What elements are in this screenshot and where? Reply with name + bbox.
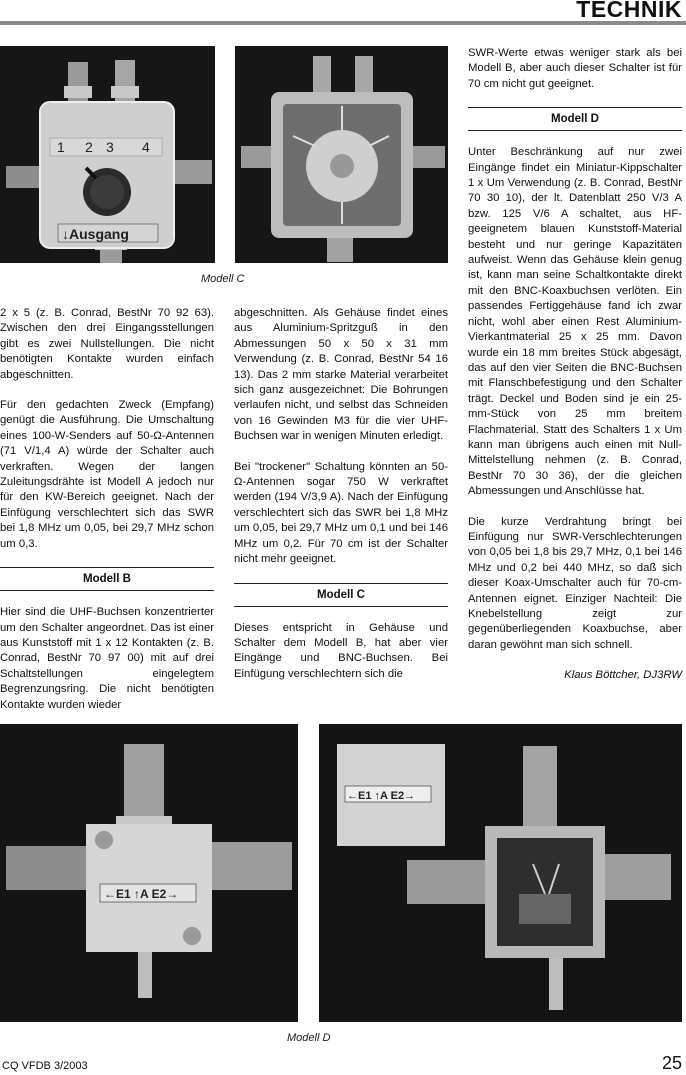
heading-modell-b: Modell B <box>0 567 214 591</box>
col1-paragraph-3: Hier sind die UHF-Buchsen konzentrierter um den Schalter angeordnet. Das ist einer aus Kunststoff mit 1 x 12 Kontakten (z. B. Conrad, BestNr 70 97 00) mit auf drei Schaltstellungen eingelegtem Begrenzungsring. Die nicht benötigten Kontakte wurden wieder <box>0 606 214 711</box>
col1-paragraph-2: Für den gedachten Zweck (Empfang) genügt die Ausführung. Die Umschaltung eines 100-W-Senders auf 50-Ω-Antennen (71 V/1,4 A) würde der Schalter auch verkraften. Wegen der langen Zuleitungsdrähte ist Modell A jedoch nur für den KW-Bereich geeignet. Nach der Einfügung verschlechtert sich das SWR bei 1,8 MHz um 0,05, bei 29,7 MHz schon um 0,3. <box>0 399 214 550</box>
photo-c-output-label: ↓Ausgang <box>62 226 129 242</box>
page-number: 25 <box>661 1053 682 1073</box>
photo-modell-d-open <box>319 724 682 1022</box>
photo-c-position-4: 4 <box>142 139 150 155</box>
photo-c-position-2: 2 <box>85 139 93 155</box>
heading-modell-d: Modell D <box>468 107 682 131</box>
heading-modell-c: Modell C <box>234 583 448 607</box>
photo-modell-c-closed <box>0 46 215 263</box>
text-column-3 <box>468 46 682 684</box>
col2-paragraph-3: Dieses entspricht in Gehäuse und Schalter dem Modell B, hat aber vier Eingänge und BNC-Buchsen. Bei Einfügung verschlechtern sich die <box>234 621 448 680</box>
caption-modell-c: Modell C <box>201 273 245 285</box>
text-column-2 <box>234 306 448 682</box>
section-title: TECHNIK <box>576 0 682 22</box>
col3-paragraph-1: SWR-Werte etwas weniger stark als bei Modell B, aber auch dieser Schalter ist für 70 cm nicht gut geeignet. <box>468 47 682 90</box>
photo-modell-c-open <box>235 46 448 263</box>
caption-modell-d: Modell D <box>287 1032 331 1044</box>
col3-paragraph-2: Unter Beschränkung auf nur zwei Eingänge findet ein Miniatur-Kippschalter 1 x Um Verwendung (z. B. Conrad, BestNr 70 30 10), der lt. Datenblatt 250 V/3 A bzw. 125 V/6 A schaltet, aus HF-geeignetem blauen Kunststoff-Material besteht und nur geringe Kapazitäten aufweist. Wenn das Gehäuse klein genug ist, kann man seine Schaltkontakte direkt mit den BNC-Koaxbuchsen verlöten. Ein passendes Fertiggehäuse fand ich zwar nicht, wohl aber einen Rest Aluminium-Vierkantmaterial 25 x 25 mm. Davon wurde ein 18 mm breites Stück abgesägt, das auf den vier Seiten die BNC-Buchsen mit Flanschbefestigung und den Schalter trägt. Deckel und Boden sind je ein 25-mm-Stück von 25 mm breitem Flachmaterial. Statt des Schalters 1 x Um kann man übrigens auch einen mit Null-Mittelstellung nehmen (z. B. Conrad, BestNr 70 30 36), der die gleichen Abmessungen und Anschlüsse hat. <box>468 146 682 498</box>
photo-d2-label: ←E1 ↑A E2→ <box>347 790 416 802</box>
text-column-1 <box>0 306 214 713</box>
journal-issue: CQ VFDB 3/2003 <box>2 1060 88 1072</box>
photo-d1-label: ←E1 ↑A E2→ <box>104 887 179 901</box>
col3-paragraph-3: Die kurze Verdrahtung bringt bei Einfügung nur SWR-Verschlechterungen von 0,05 bei 1,8 bis 29,7 MHz, 0,1 bei 146 MHz und 0,2 bei 440 MHz, so daß sich dieser Koax-Umschalter auch für 70-cm-Antennen eignet. Einziger Nachteil: Die Knebelstellung zeigt zur gegenüberliegenden Koaxbuchse, aber daran gewöhnt man sich schnell. <box>468 515 682 651</box>
photo-modell-d-closed <box>0 724 298 1022</box>
col1-paragraph-1: 2 x 5 (z. B. Conrad, BestNr 70 92 63). Zwischen den drei Eingangsstellungen gibt es zwei Nullstellungen. Die nicht benötigten Kontakte wurden einfach abgeschnitten. <box>0 307 214 381</box>
col2-paragraph-1: abgeschnitten. Als Gehäuse findet eines aus Aluminium-Spritzguß in den Abmessungen 50 x 50 x 31 mm Verwendung (z. B. Conrad, BestNr 54 16 13). Das 2 mm starke Material verarbeitet sich ganz ausgezeichnet: Die Bohrungen verlaufen nicht, und selbst das Schneiden von 16 Gewinden M3 für die vier UHF-Buchsen war in wenigen Minuten erledigt. <box>234 307 448 443</box>
photo-c-position-3: 3 <box>106 139 114 155</box>
author: Klaus Böttcher, DJ3RW <box>564 669 682 682</box>
col2-paragraph-2: Bei "trockener" Schaltung könnten an 50-Ω-Antennen sogar 750 W verkraftet werden (194 V/3,9 A). Nach der Einfügung verschlechtert sich das SWR bei 1,8 MHz um 0,05, bei 29,7 MHz um 0,1 und bei 146 MHz um 0,2. Für 70 cm ist der Schalter nicht mehr geeignet. <box>234 460 448 566</box>
photo-c-position-1: 1 <box>57 139 65 155</box>
